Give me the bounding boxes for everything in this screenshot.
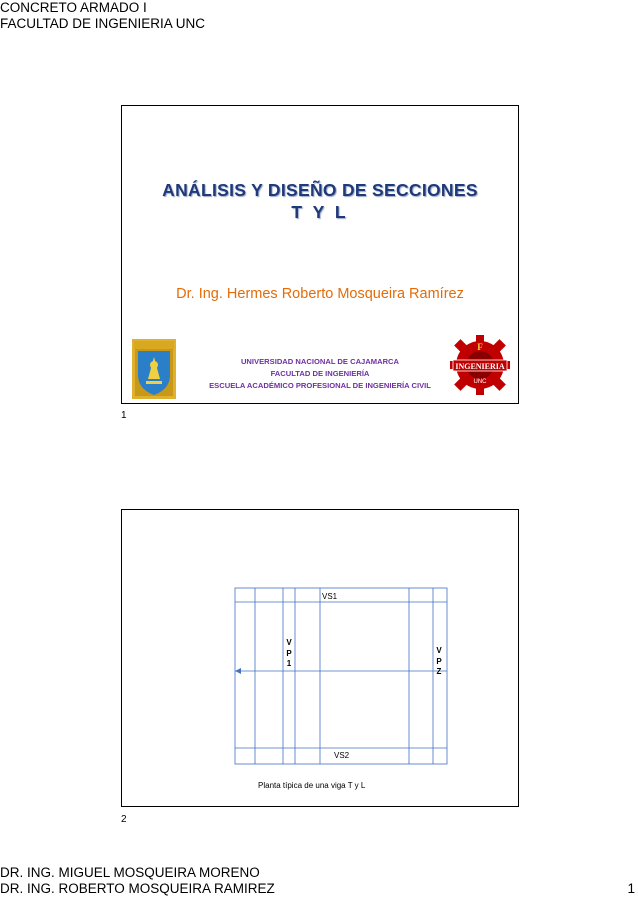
header-course: CONCRETO ARMADO I <box>0 0 147 15</box>
logo-word: INGENIERIA <box>455 362 505 371</box>
slide-number-1: 1 <box>121 410 127 421</box>
beam-label-vp2: V P Z <box>436 646 442 676</box>
slide-2 <box>121 509 519 807</box>
institution-faculty: FACULTAD DE INGENIERÍA <box>270 369 370 378</box>
beam-label-vp1: V P 1 <box>286 638 292 668</box>
logo-letter: F <box>477 342 483 352</box>
beam-label-vs1: VS1 <box>322 592 338 601</box>
floor-plan-drawing <box>122 510 518 806</box>
slide-author: Dr. Ing. Hermes Roberto Mosqueira Ramírez <box>176 286 464 302</box>
slide-title-line2: T Y L <box>291 202 349 222</box>
logo-sub: UNC <box>473 379 487 385</box>
university-shield-logo <box>132 339 176 399</box>
institution-name: UNIVERSIDAD NACIONAL DE CAJAMARCA <box>240 357 400 366</box>
slide-title-line1: ANÁLISIS Y DISEÑO DE SECCIONES <box>162 180 478 200</box>
plan-caption: Planta típica de una viga T y L <box>258 781 366 790</box>
slide-1 <box>121 105 519 404</box>
footer-page-number: 1 <box>627 881 635 896</box>
footer-author-2: DR. ING. ROBERTO MOSQUEIRA RAMIREZ <box>0 881 275 896</box>
slide-number-2: 2 <box>121 814 127 825</box>
header-faculty: FACULTAD DE INGENIERIA UNC <box>0 16 206 31</box>
beam-label-vs2: VS2 <box>334 751 350 760</box>
institution-school: ESCUELA ACADÉMICO PROFESIONAL DE INGENIERÍA CIVIL <box>209 381 431 390</box>
footer-author-1: DR. ING. MIGUEL MOSQUEIRA MORENO <box>0 865 260 880</box>
engineering-gear-logo <box>449 333 511 397</box>
